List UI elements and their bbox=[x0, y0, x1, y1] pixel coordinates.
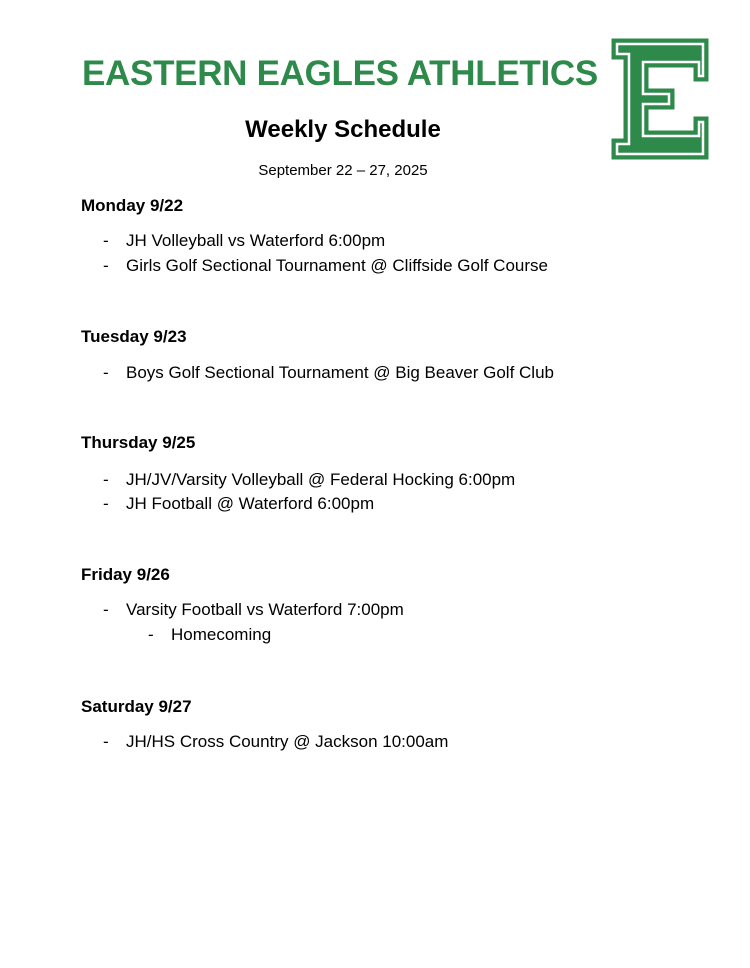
list-item: Girls Golf Sectional Tournament @ Cliffside Golf Course bbox=[126, 256, 548, 275]
list-item: Varsity Football vs Waterford 7:00pm bbox=[126, 600, 404, 619]
day-heading-friday: Friday 9/26 bbox=[81, 565, 170, 584]
day-heading-thursday: Thursday 9/25 bbox=[81, 433, 196, 452]
day-heading-tuesday: Tuesday 9/23 bbox=[81, 327, 187, 346]
list-item: JH/HS Cross Country @ Jackson 10:00am bbox=[126, 732, 449, 751]
schedule-heading: Weekly Schedule bbox=[245, 116, 441, 143]
bullet-dash: - bbox=[103, 363, 109, 382]
list-item: Boys Golf Sectional Tournament @ Big Beaver Golf Club bbox=[126, 363, 554, 382]
day-heading-saturday: Saturday 9/27 bbox=[81, 697, 192, 716]
bullet-dash: - bbox=[103, 732, 109, 751]
bullet-dash: - bbox=[103, 494, 109, 513]
bullet-dash: - bbox=[103, 256, 109, 275]
bullet-dash: - bbox=[103, 231, 109, 250]
day-heading-monday: Monday 9/22 bbox=[81, 196, 184, 215]
sub-bullet-dash: - bbox=[148, 625, 154, 644]
bullet-dash: - bbox=[103, 600, 109, 619]
list-item: JH Volleyball vs Waterford 6:00pm bbox=[126, 231, 386, 250]
bullet-dash: - bbox=[103, 470, 109, 489]
date-range: September 22 – 27, 2025 bbox=[258, 162, 428, 179]
list-item: JH/JV/Varsity Volleyball @ Federal Hocking 6:00pm bbox=[126, 470, 516, 489]
sub-list-item: Homecoming bbox=[171, 625, 272, 644]
list-item: JH Football @ Waterford 6:00pm bbox=[126, 494, 375, 513]
page-title: EASTERN EAGLES ATHLETICS bbox=[82, 54, 598, 93]
